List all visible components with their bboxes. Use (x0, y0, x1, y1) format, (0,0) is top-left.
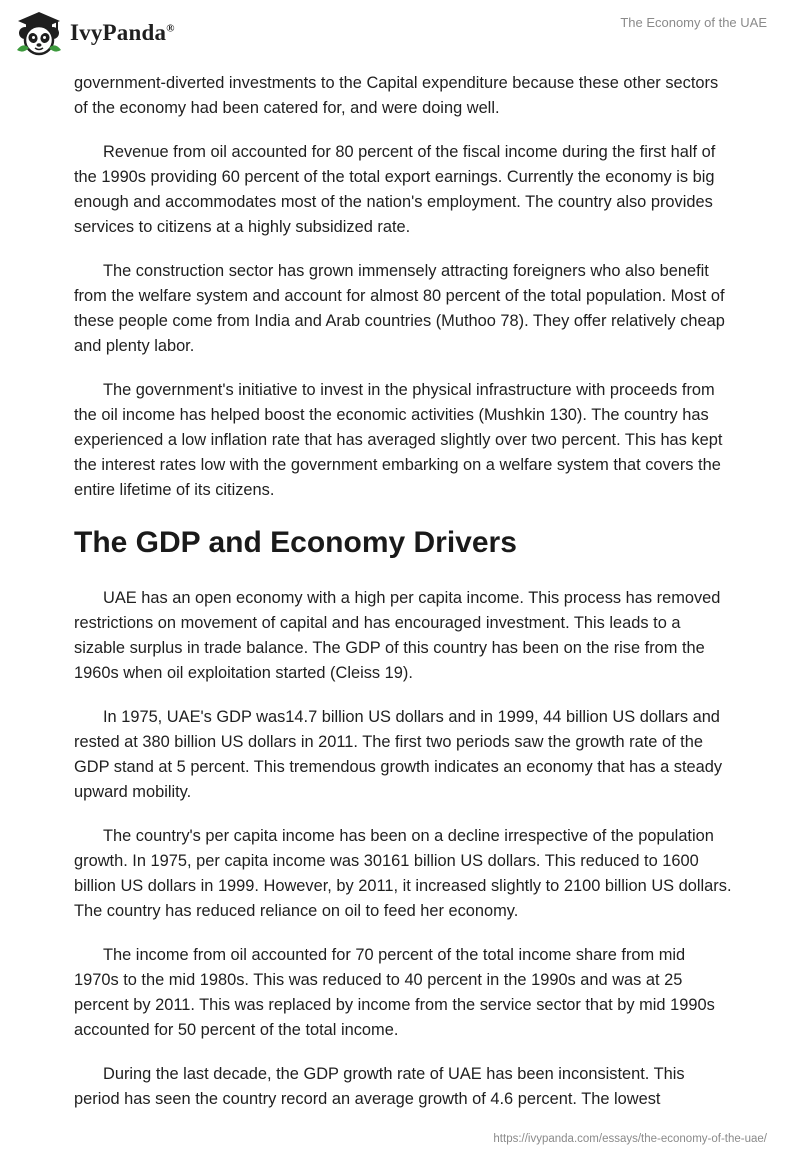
paragraph: Revenue from oil accounted for 80 percent of the fiscal income during the first half of the 1990s providing 60 percent of the total export earnings. Currently the economy is big enough and accommodates most of the nation's employment. The country also provides services to citizens at a highly subsidized rate. (74, 143, 716, 236)
panda-logo-icon (14, 10, 64, 56)
registered-mark: ® (166, 22, 175, 35)
page-header (0, 0, 800, 70)
paragraph: The construction sector has grown immensely attracting foreigners who also benefit from the welfare system and account for almost 80 percent of the total population. Most of these people come from India and Arab countries (Muthoo 78). They offer relatively cheap and plenty labor. (74, 262, 725, 355)
paragraph: The government's initiative to invest in the physical infrastructure with proceeds from the oil income has helped boost the economic activities (Mushkin 130). The country has experienced a low inflation rate that has averaged slightly over two percent. This has kept the interest rates low with the government embarking on a welfare system that covers the entire lifetime of its citizens. (74, 381, 723, 499)
paragraph: During the last decade, the GDP growth rate of UAE has been inconsistent. This period has seen the country record an average growth of 4.6 percent. The lowest (74, 1065, 685, 1108)
paragraph: government-diverted investments to the Capital expenditure because these other sectors of the economy had been catered for, and were doing well. (74, 74, 719, 117)
brand-name (70, 20, 175, 46)
site-logo[interactable] (14, 10, 175, 56)
source-url[interactable]: https://ivypanda.com/essays/the-economy-of-the-uae/ (493, 1133, 767, 1145)
paragraph: In 1975, UAE's GDP was14.7 billion US dollars and in 1999, 44 billion US dollars and rested at 380 billion US dollars in 2011. The first two periods saw the growth rate of the GDP stand at 5 percent. This tremendous growth indicates an economy that has a steady upward mobility. (74, 708, 723, 801)
paragraph: The country's per capita income has been on a decline irrespective of the population growth. In 1975, per capita income was 30161 billion US dollars. This reduced to 1600 billion US dollars in 1999. However, by 2011, it increased slightly to 2100 billion US dollars. The country has reduced reliance on oil to feed her economy. (74, 827, 732, 920)
brand-text: IvyPanda (70, 20, 167, 45)
paragraph: The income from oil accounted for 70 percent of the total income share from mid 1970s to the mid 1980s. This was reduced to 40 percent in the 1990s and was at 25 percent by 2011. This was replaced by income from the service sector that by mid 1990s accounted for 50 percent of the total income. (74, 946, 715, 1039)
essay-body (74, 71, 734, 1131)
section-heading: The GDP and Economy Drivers (74, 526, 517, 559)
document-title: The Economy of the UAE (620, 15, 767, 30)
paragraph: UAE has an open economy with a high per capita income. This process has removed restrictions on movement of capital and has encouraged investment. This leads to a sizable surplus in trade balance. The GDP of this country has been on the rise from the 1960s when oil exploitation started (Cleiss 19). (74, 589, 721, 682)
